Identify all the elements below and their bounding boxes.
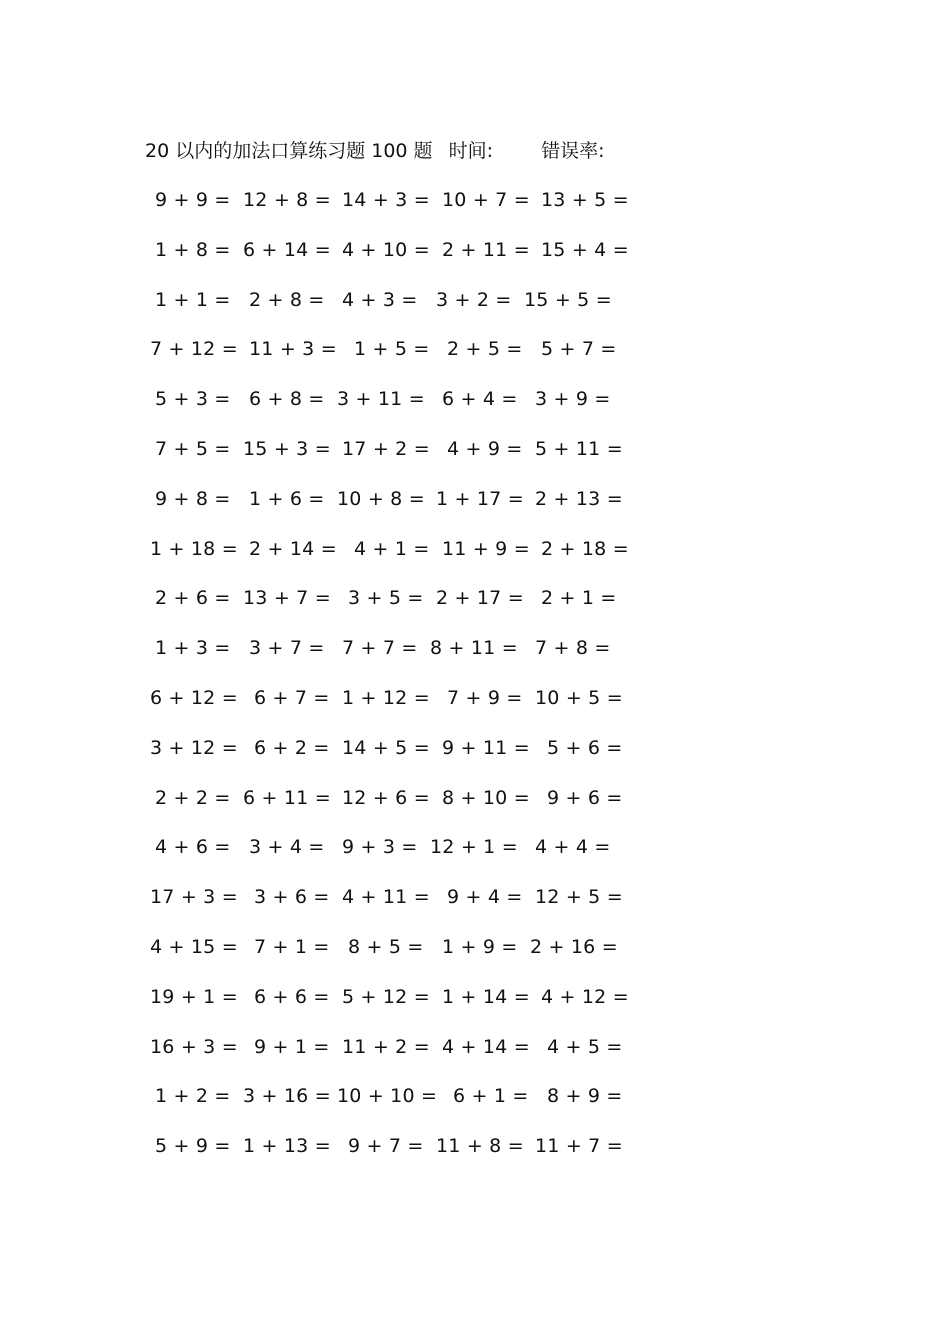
- problem-grid: [0, 185, 950, 1181]
- addition-problem: 3 + 5 =: [348, 587, 424, 610]
- addition-problem: 3 + 16 =: [243, 1085, 331, 1108]
- addition-problem: 2 + 17 =: [436, 587, 524, 610]
- addition-problem: 6 + 7 =: [254, 686, 330, 709]
- addition-problem: 10 + 7 =: [442, 189, 530, 211]
- addition-problem: 3 + 2 =: [436, 288, 512, 311]
- addition-problem: 3 + 9 =: [535, 388, 611, 411]
- addition-problem: 4 + 10 =: [342, 238, 430, 261]
- addition-problem: 9 + 11 =: [442, 736, 530, 759]
- addition-problem: 14 + 3 =: [342, 189, 430, 211]
- addition-problem: 3 + 11 =: [337, 388, 425, 411]
- problem-row: [0, 235, 950, 285]
- addition-problem: 6 + 6 =: [254, 985, 330, 1008]
- addition-problem: 2 + 18 =: [541, 537, 629, 560]
- problem-row: [0, 733, 950, 783]
- addition-problem: 6 + 2 =: [254, 736, 330, 759]
- problem-row: [0, 882, 950, 932]
- time-label: 时间:: [448, 140, 494, 162]
- addition-problem: 9 + 7 =: [348, 1135, 424, 1158]
- addition-problem: 1 + 8 =: [155, 238, 231, 261]
- addition-problem: 2 + 2 =: [155, 786, 231, 809]
- addition-problem: 8 + 9 =: [547, 1085, 623, 1108]
- addition-problem: 4 + 1 =: [354, 537, 430, 560]
- addition-problem: 3 + 4 =: [249, 836, 325, 859]
- addition-problem: 5 + 9 =: [155, 1135, 231, 1158]
- addition-problem: 8 + 11 =: [430, 637, 518, 660]
- addition-problem: 4 + 12 =: [541, 985, 629, 1008]
- addition-problem: 6 + 1 =: [453, 1085, 529, 1108]
- addition-problem: 4 + 3 =: [342, 288, 418, 311]
- addition-problem: 7 + 5 =: [155, 437, 231, 460]
- addition-problem: 19 + 1 =: [150, 985, 238, 1008]
- problem-row: [0, 1032, 950, 1082]
- addition-problem: 1 + 17 =: [436, 487, 524, 510]
- problem-row: [0, 1131, 950, 1181]
- problem-row: [0, 384, 950, 434]
- addition-problem: 1 + 18 =: [150, 537, 238, 560]
- addition-problem: 11 + 3 =: [249, 338, 337, 361]
- addition-problem: 12 + 5 =: [535, 886, 623, 909]
- addition-problem: 13 + 7 =: [243, 587, 331, 610]
- addition-problem: 9 + 3 =: [342, 836, 418, 859]
- addition-problem: 16 + 3 =: [150, 1035, 238, 1058]
- problem-row: [0, 185, 950, 235]
- problem-row: [0, 832, 950, 882]
- problem-row: [0, 534, 950, 584]
- addition-problem: 4 + 15 =: [150, 935, 238, 958]
- addition-problem: 6 + 12 =: [150, 686, 238, 709]
- worksheet-header: [145, 136, 604, 166]
- addition-problem: 7 + 8 =: [535, 637, 611, 660]
- addition-problem: 6 + 14 =: [243, 238, 331, 261]
- addition-problem: 2 + 11 =: [442, 238, 530, 261]
- addition-problem: 2 + 6 =: [155, 587, 231, 610]
- addition-problem: 6 + 11 =: [243, 786, 331, 809]
- addition-problem: 5 + 12 =: [342, 985, 430, 1008]
- addition-problem: 9 + 8 =: [155, 487, 231, 510]
- addition-problem: 4 + 14 =: [442, 1035, 530, 1058]
- addition-problem: 1 + 13 =: [243, 1135, 331, 1158]
- addition-problem: 10 + 5 =: [535, 686, 623, 709]
- addition-problem: 4 + 6 =: [155, 836, 231, 859]
- addition-problem: 5 + 6 =: [547, 736, 623, 759]
- addition-problem: 9 + 4 =: [447, 886, 523, 909]
- problem-row: [0, 334, 950, 384]
- problem-row: [0, 583, 950, 633]
- addition-problem: 12 + 1 =: [430, 836, 518, 859]
- addition-problem: 2 + 14 =: [249, 537, 337, 560]
- addition-problem: 3 + 7 =: [249, 637, 325, 660]
- addition-problem: 12 + 8 =: [243, 189, 331, 211]
- addition-problem: 11 + 8 =: [436, 1135, 524, 1158]
- addition-problem: 6 + 4 =: [442, 388, 518, 411]
- addition-problem: 1 + 3 =: [155, 637, 231, 660]
- addition-problem: 13 + 5 =: [541, 189, 629, 211]
- addition-problem: 2 + 8 =: [249, 288, 325, 311]
- addition-problem: 9 + 9 =: [155, 189, 231, 211]
- addition-problem: 4 + 4 =: [535, 836, 611, 859]
- addition-problem: 8 + 5 =: [348, 935, 424, 958]
- addition-problem: 14 + 5 =: [342, 736, 430, 759]
- addition-problem: 7 + 7 =: [342, 637, 418, 660]
- addition-problem: 5 + 3 =: [155, 388, 231, 411]
- addition-problem: 2 + 13 =: [535, 487, 623, 510]
- addition-problem: 1 + 2 =: [155, 1085, 231, 1108]
- addition-problem: 4 + 11 =: [342, 886, 430, 909]
- addition-problem: 2 + 1 =: [541, 587, 617, 610]
- addition-problem: 1 + 6 =: [249, 487, 325, 510]
- problem-row: [0, 1081, 950, 1131]
- addition-problem: 5 + 7 =: [541, 338, 617, 361]
- addition-problem: 9 + 1 =: [254, 1035, 330, 1058]
- problem-row: [0, 285, 950, 335]
- worksheet-title: 20 以内的加法口算练习题 100 题: [145, 140, 433, 162]
- addition-problem: 2 + 5 =: [447, 338, 523, 361]
- addition-problem: 7 + 9 =: [447, 686, 523, 709]
- problem-row: [0, 783, 950, 833]
- addition-problem: 11 + 9 =: [442, 537, 530, 560]
- problem-row: [0, 932, 950, 982]
- addition-problem: 3 + 12 =: [150, 736, 238, 759]
- addition-problem: 11 + 2 =: [342, 1035, 430, 1058]
- problem-row: [0, 683, 950, 733]
- problem-row: [0, 434, 950, 484]
- addition-problem: 1 + 12 =: [342, 686, 430, 709]
- addition-problem: 7 + 1 =: [254, 935, 330, 958]
- addition-problem: 11 + 7 =: [535, 1135, 623, 1158]
- addition-problem: 7 + 12 =: [150, 338, 238, 361]
- addition-problem: 1 + 5 =: [354, 338, 430, 361]
- addition-problem: 15 + 5 =: [524, 288, 612, 311]
- addition-problem: 1 + 14 =: [442, 985, 530, 1008]
- addition-problem: 17 + 3 =: [150, 886, 238, 909]
- problem-row: [0, 982, 950, 1032]
- addition-problem: 10 + 8 =: [337, 487, 425, 510]
- addition-problem: 3 + 6 =: [254, 886, 330, 909]
- addition-problem: 17 + 2 =: [342, 437, 430, 460]
- addition-problem: 1 + 1 =: [155, 288, 231, 311]
- problem-row: [0, 484, 950, 534]
- addition-problem: 2 + 16 =: [530, 935, 618, 958]
- addition-problem: 1 + 9 =: [442, 935, 518, 958]
- problem-row: [0, 633, 950, 683]
- addition-problem: 8 + 10 =: [442, 786, 530, 809]
- addition-problem: 4 + 5 =: [547, 1035, 623, 1058]
- addition-problem: 6 + 8 =: [249, 388, 325, 411]
- addition-problem: 10 + 10 =: [337, 1085, 438, 1108]
- error-rate-label: 错误率:: [541, 140, 605, 162]
- addition-problem: 12 + 6 =: [342, 786, 430, 809]
- addition-problem: 15 + 3 =: [243, 437, 331, 460]
- addition-problem: 15 + 4 =: [541, 238, 629, 261]
- addition-problem: 9 + 6 =: [547, 786, 623, 809]
- addition-problem: 4 + 9 =: [447, 437, 523, 460]
- addition-problem: 5 + 11 =: [535, 437, 623, 460]
